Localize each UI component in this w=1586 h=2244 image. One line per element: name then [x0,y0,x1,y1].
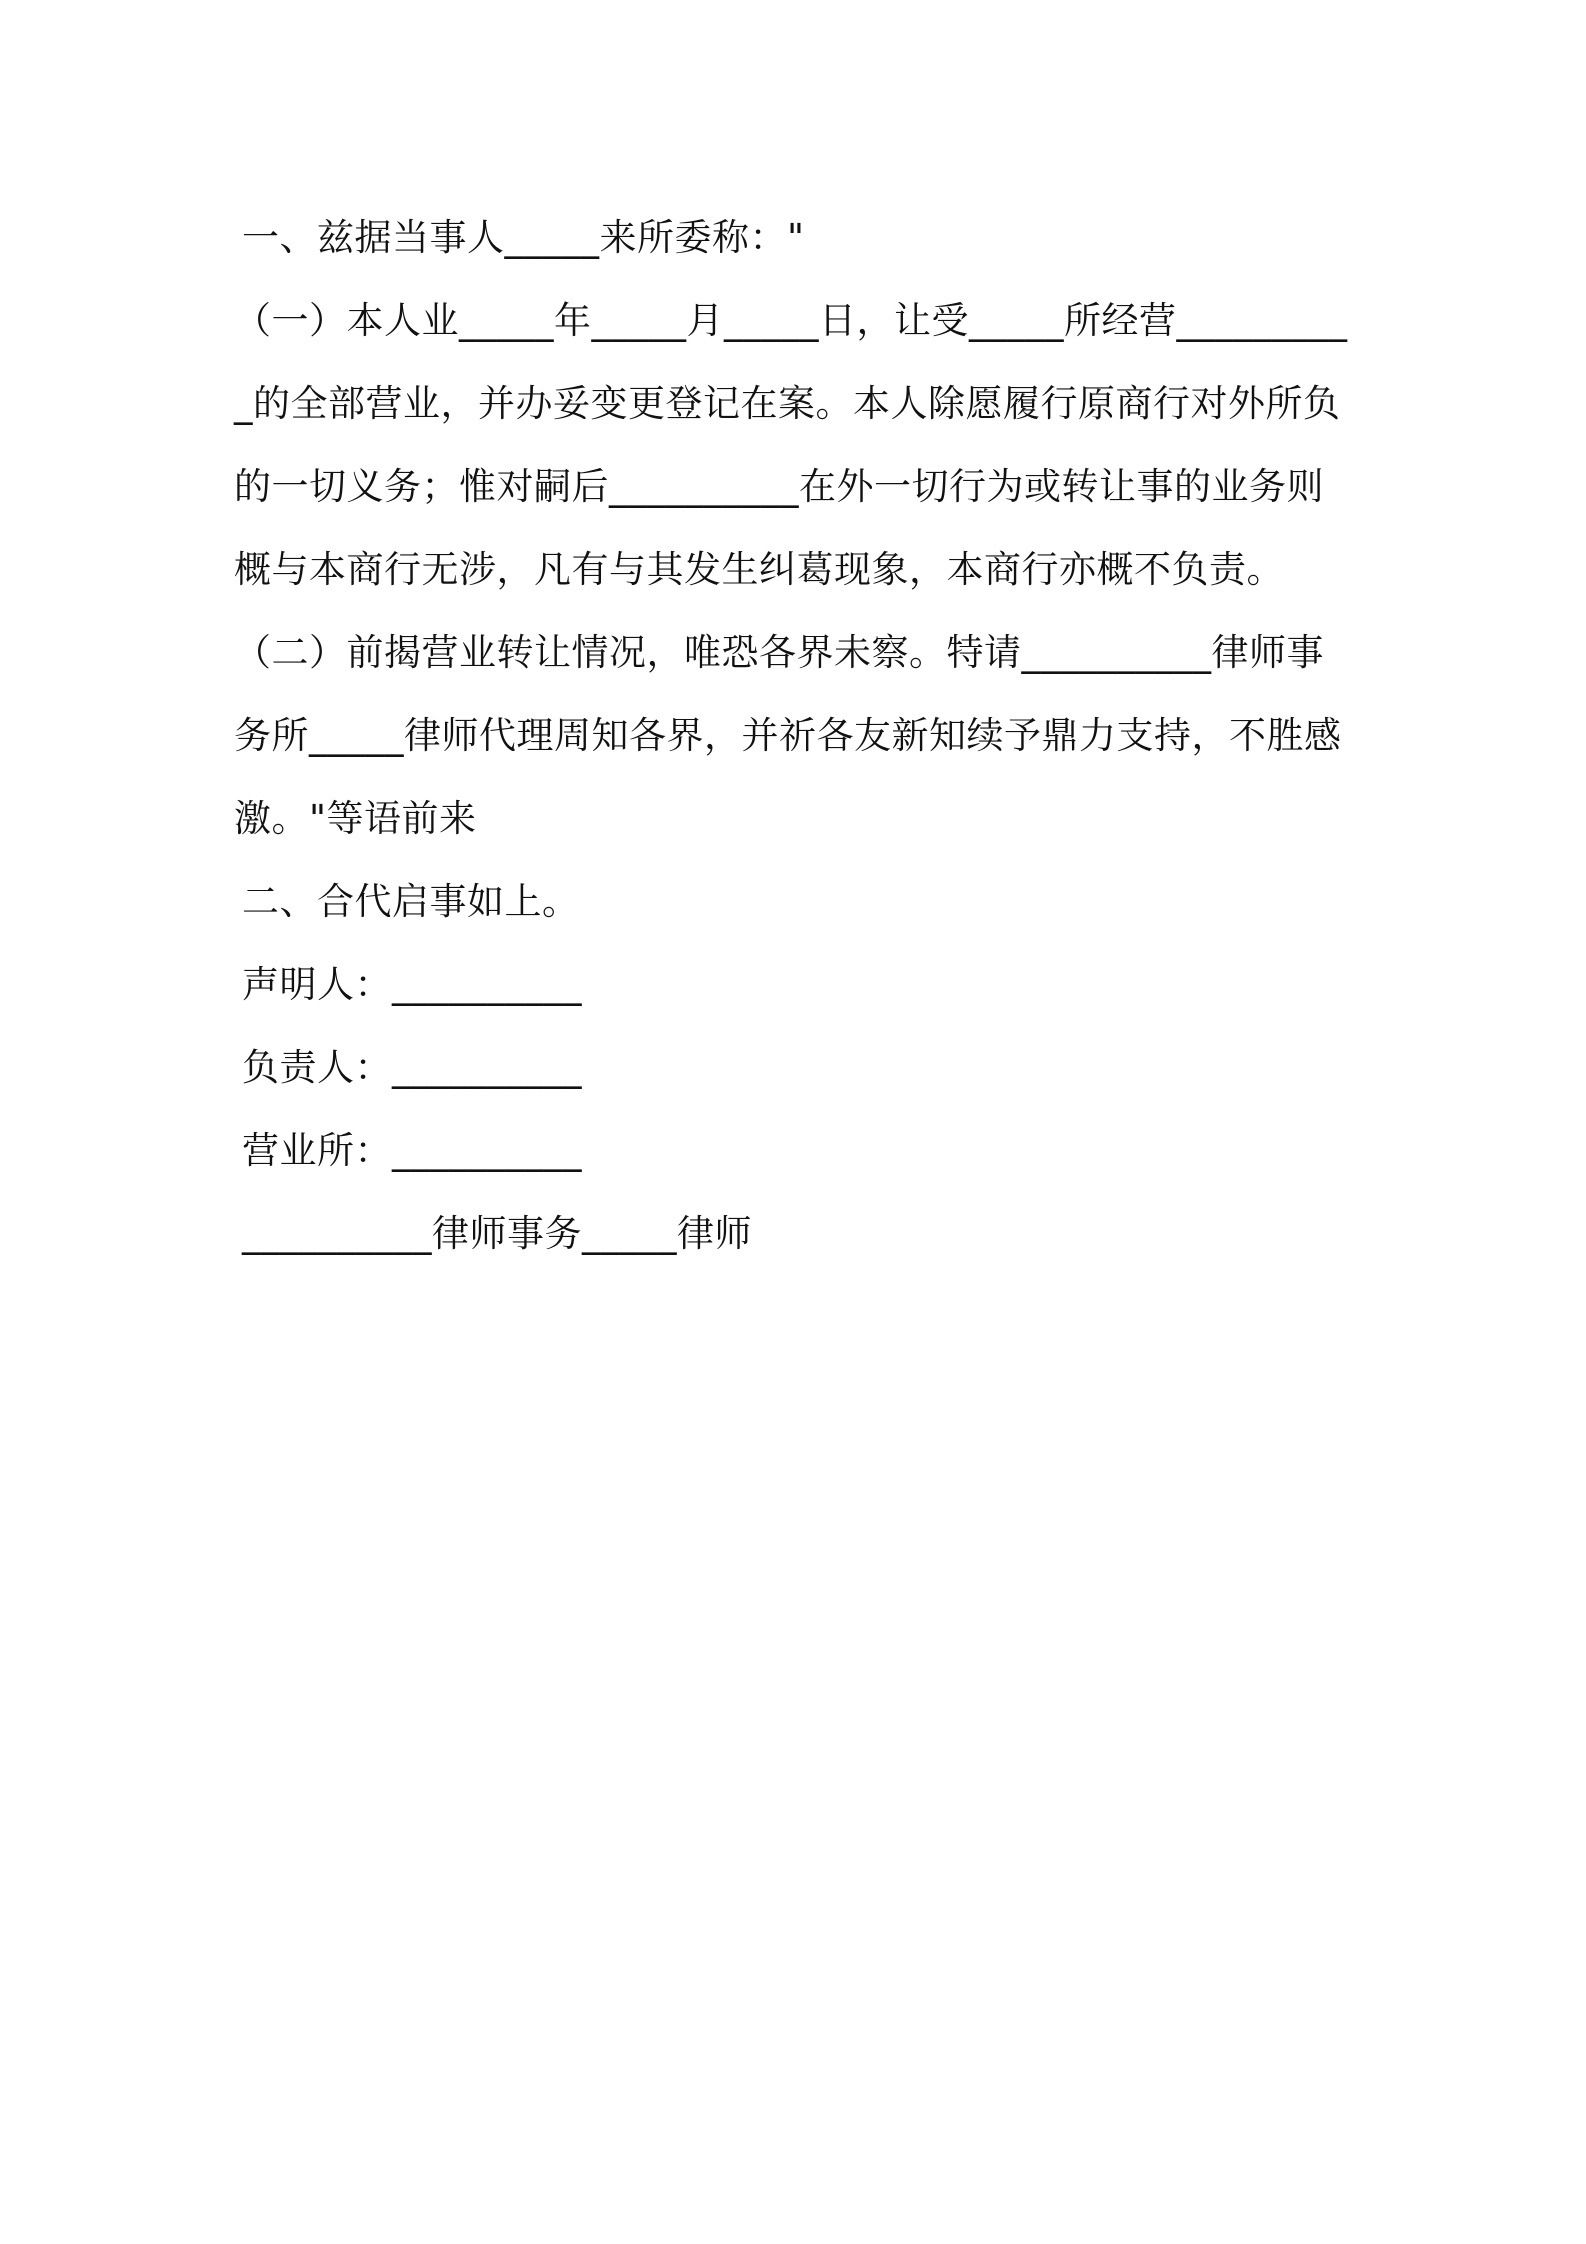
paragraph-1: 一、兹据当事人_____来所委称：" [242,216,805,259]
paragraph-1-1: （一）本人业_____年_____月_____日，让受_____所经营__________的全部营业，并办妥变更登记在案。本人除愿履行原商行对外所负的一切义务；惟对嗣后__________在外一切行为或转让事的业务则概与本商行无涉，凡有与其发生纠葛现象，本商行亦概不负责。 [234,299,1348,591]
document-body [234,196,1356,1275]
declarant-line: 声明人：__________ [242,963,582,1006]
paragraph-1-2: （二）前揭营业转让情况，唯恐各界未察。特请__________律师事务所_____律师代理周知各界，并祈各友新知续予鼎力支持，不胜感激。"等语前来 [234,631,1342,840]
law-firm-line: __________律师事务_____律师 [242,1212,752,1255]
paragraph-2: 二、合代启事如上。 [242,880,580,923]
responsible-person-line: 负责人：__________ [242,1046,582,1089]
business-office-line: 营业所：__________ [242,1129,582,1172]
